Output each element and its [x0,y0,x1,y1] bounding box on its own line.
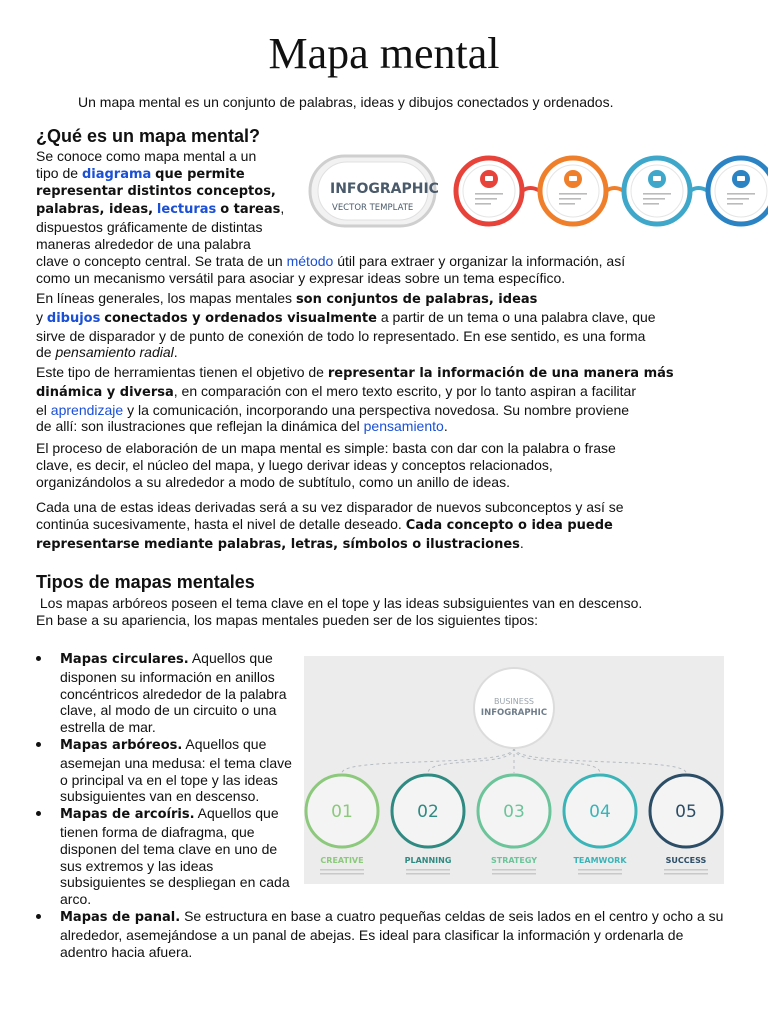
intro-text: Un mapa mental es un conjunto de palabras, ideas y dibujos conectados y ordenados. [78,94,614,110]
node-number: 05 [675,802,697,822]
paragraph-process: El proceso de elaboración de un mapa mental es simple: basta con dar con la palabra o frase clave, es decir, el núcleo del mapa, y luego derivar ideas y conceptos relacionados, organizándolos a su alrededor a modo de subtítulo, como un anillo de ideas. [36,440,616,490]
infographic-center-bottom: INFOGRAPHIC [480,708,548,718]
paragraph-objective: Este tipo de herramientas tienen el objetivo de representar la información de una manera más dinámica y diversa, en comparación con el mero texto escrito, y por lo tanto aspiran a facilitar el aprendizaje y la comunicación, incorporando una perspectiva novedosa. Su nombre proviene de allí: son ilustraciones que reflejan la dinámica del pensamiento. [36,364,674,435]
infographic-subtitle: VECTOR TEMPLATE [332,203,414,213]
paragraph-types-intro: Los mapas arbóreos poseen el tema clave en el tope y las ideas subsiguientes van en descenso. En base a su apariencia, los mapas mentales pueden ser de los siguientes tipos: [36,595,643,628]
ring-connector [522,188,540,191]
infographic-ring [540,158,606,224]
link-metodo[interactable]: método [286,252,334,269]
infographic-ring [624,158,690,224]
list-item: Mapas de arcoíris. Aquellos que tienen forma de diafragma, que disponen del tema clave en uno de sus extremos y las ideas subsiguientes se despliegan en cada arco. [36,805,296,908]
node-label: STRATEGY [490,856,538,865]
node-label: SUCCESS [665,856,707,865]
link-dibujos[interactable]: dibujos [46,310,101,326]
chat-icon [564,170,582,188]
ring-connector [606,188,624,191]
link-pensamiento[interactable]: pensamiento [363,418,444,435]
node-number: 03 [503,802,525,822]
chart-icon [648,170,666,188]
list-item: Mapas de panal. Se estructura en base a cuatro pequeñas celdas de seis lados en el centro y ocho a su alrededor, asemejándose a un panal de abejas. Es ideal para clasificar la información y ordenarla de adentro hacia afuera. [36,908,726,960]
node-number: 02 [417,802,439,822]
list-item: Mapas circulares. Aquellos que disponen su información en anillos concéntricos alrededor de la palabra clave, al modo de un circuito o una estrella de mar. [36,650,296,736]
business-infographic-image [304,656,724,884]
paragraph-derived-ideas: Cada una de estas ideas derivadas será a su vez disparador de nuevos subconceptos y así se continúa sucesivamente, hasta el nivel de detalle deseado. Cada concepto o idea puede representarse mediante palabras, letras, símbolos o ilustraciones. [36,499,624,552]
node-number: 01 [331,802,353,822]
ring-connector [690,188,708,191]
link-aprendizaje[interactable]: aprendizaje [50,401,124,418]
node-label: PLANNING [404,856,452,865]
people-icon [480,170,498,188]
thumb-icon [732,170,750,188]
list-item: Mapas arbóreos. Aquellos que asemejan una medusa: el tema clave o principal va en el tope y las ideas subsiguientes van en descenso. [36,736,296,805]
infographic-vector-template-image [304,150,768,232]
node-number: 04 [589,802,611,822]
infographic-ring [456,158,522,224]
node-label: TEAMWORK [573,856,627,865]
paragraph-general: En líneas generales, los mapas mentales son conjuntos de palabras, ideas y dibujos conectados y ordenados visualmente a partir de un tema o una palabra clave, que sirve de disparador y de punto de conexión de todo lo representado. En ese sentido, es una forma de pensamiento radial. [36,290,656,361]
link-diagrama[interactable]: diagrama [81,166,152,182]
infographic-title: INFOGRAPHIC [330,181,439,197]
infographic-center-top: BUSINESS [494,697,534,706]
infographic-node [564,775,636,875]
link-lecturas[interactable]: lecturas [156,202,217,218]
page-title: Mapa mental [268,29,500,78]
section-heading-types: Tipos de mapas mentales [36,572,255,592]
paragraph-definition: Se conoce como mapa mental a un tipo de diagrama que permite representar distintos conceptos, palabras, ideas, lecturas o tareas, dispuestos gráficamente de distintas maneras alrededor de una palabra clave o concepto central. Se trata de un método útil para extraer y organizar la información, así como un mecanismo versátil para asociar y expresar ideas sobre un tema específico. [36,148,626,286]
section-heading-what: ¿Qué es un mapa mental? [36,126,261,146]
infographic-ring [708,158,768,224]
node-label: CREATIVE [320,856,364,865]
